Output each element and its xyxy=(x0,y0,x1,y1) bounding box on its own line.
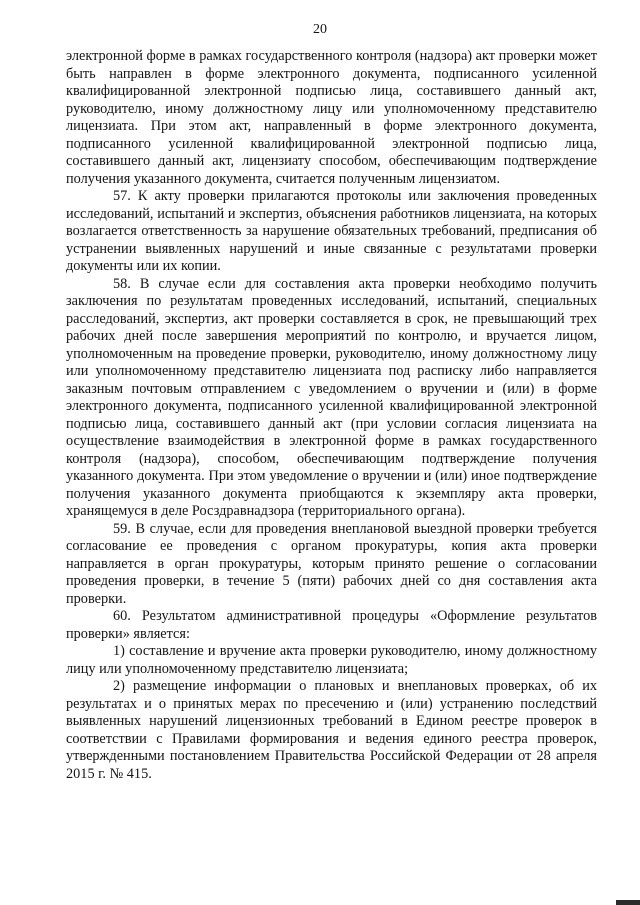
paragraph-58: 58. В случае если для составления акта проверки необходимо получить заключения по результатам проведенных исследований, испытаний, специальных расследований, экспертиз, акт проверки составляется в срок, не превышающий трех рабочих дней после завершения мероприятий по контролю, и вручается лицом, уполномоченным на проведение проверки, руководителю, иному должностному лицу или уполномоченному представителю лицензиата под расписку либо направляется заказным почтовым отправлением с уведомлением о вручении и (или) в форме электронного документа, подписанного усиленной квалифицированной электронной подписью лица, составившего данный акт (при условии согласия лицензиата на осуществление взаимодействия в электронной форме в рамках государственного контроля (надзора), способом, обеспечивающим подтверждение получения указанного документа. При этом уведомление о вручении и (или) иное подтверждение получения указанного документа приобщаются к экземпляру акта проверки, хранящемуся в деле Росздравнадзора (территориального органа). xyxy=(66,275,597,519)
paragraph-59: 59. В случае, если для проведения внеплановой выездной проверки требуется согласование ее проведения с органом прокуратуры, копия акта проверки направляется в орган прокуратуры, которым принято решение о согласовании проведения проверки, в течение 5 (пяти) рабочих дней со дня составления акта проверки. xyxy=(66,520,597,607)
list-item-2: 2) размещение информации о плановых и внеплановых проверках, об их результатах и о принятых мерах по пресечению и (или) устранению последствий выявленных нарушений лицензионных требований в Едином реестре проверок в соответствии с Правилами формирования и ведения единого реестра проверок, утвержденными постановлением Правительства Российской Федерации от 28 апреля 2015 г. № 415. xyxy=(66,678,597,782)
page-body xyxy=(66,48,597,783)
page-number: 20 xyxy=(313,22,327,37)
paragraph-57: 57. К акту проверки прилагаются протоколы или заключения проведенных исследований, испытаний и экспертиз, объяснения работников лицензиата, на которых возлагается ответственность за нарушение обязательных требований, предписания об устранении выявленных нарушений и иные связанные с результатами проверки документы или их копии. xyxy=(66,188,597,274)
paragraph-60: 60. Результатом административной процедуры «Оформление результатов проверки» является: xyxy=(66,608,597,642)
scan-edge-mark xyxy=(616,900,640,905)
paragraph-continuation: электронной форме в рамках государственного контроля (надзора) акт проверки может быть направлен в форме электронного документа, подписанного усиленной квалифицированной электронной подписью лица, составившего данный акт, руководителю, иному должностному лицу или уполномоченному представителю лицензиата. При этом акт, направленный в форме электронного документа, подписанного усиленной квалифицированной электронной подписью лица, составившего данный акт, лицензиату способом, обеспечивающим подтверждение получения указанного документа, считается полученным лицензиатом. xyxy=(66,48,597,187)
list-item-1: 1) составление и вручение акта проверки руководителю, иному должностному лицу или уполномоченному представителю лицензиата; xyxy=(66,643,597,677)
